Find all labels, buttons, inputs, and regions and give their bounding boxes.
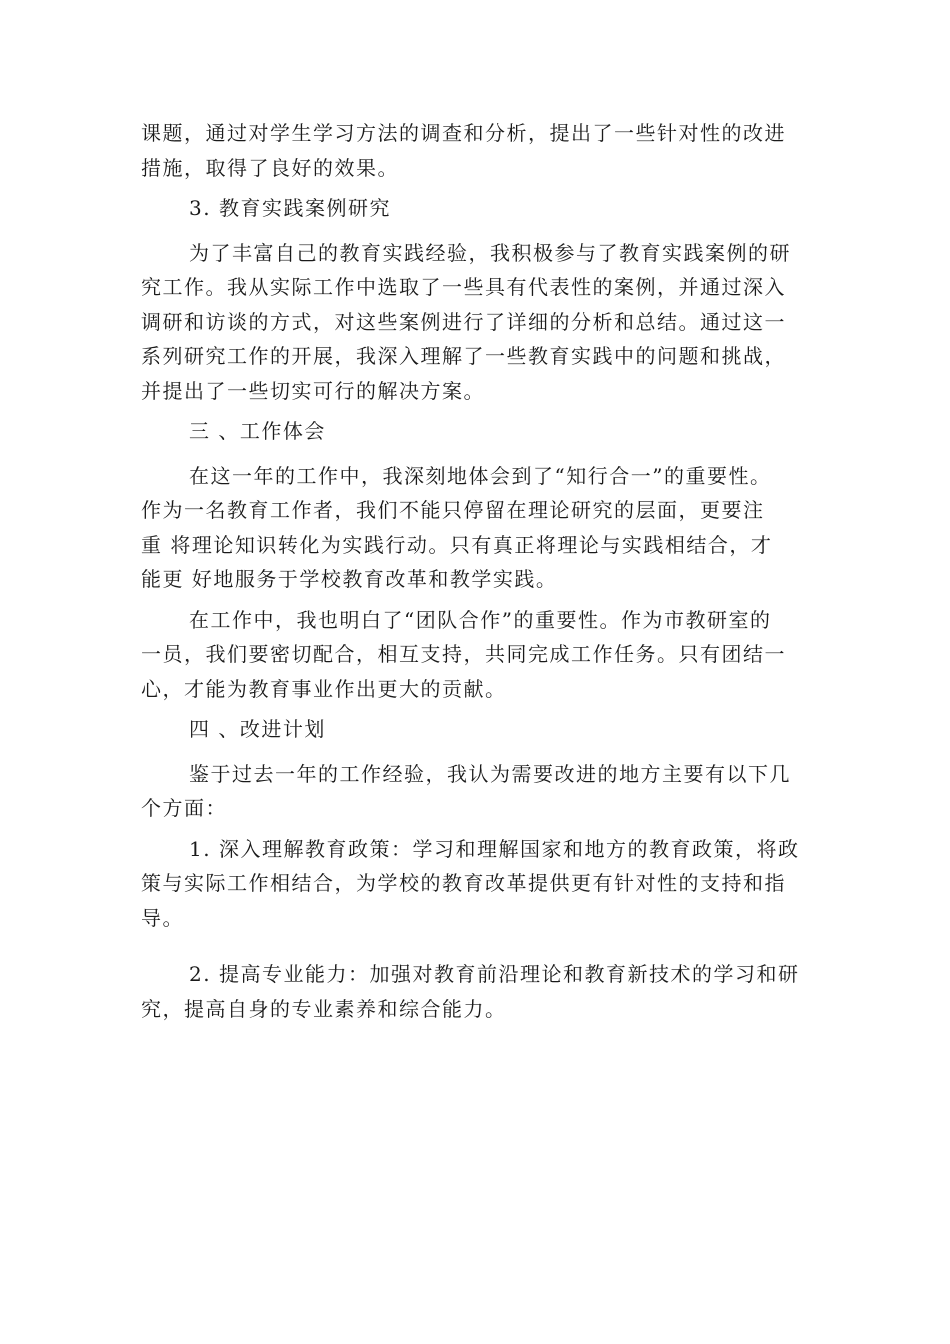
heading-improvement-plan [141, 712, 811, 747]
text-line: 重 将理论知识转化为实践行动。只有真正将理论与实践相结合，才 [141, 532, 773, 557]
text-line: 能更 好地服务于学校教育改革和教学实践。 [141, 567, 558, 591]
text-line: 究工作。我从实际工作中选取了一些具有代表性的案例，并通过深入 [141, 275, 786, 299]
paragraph-teamwork [141, 603, 811, 707]
paragraph-case-study [141, 236, 811, 409]
text-line: 导。 [141, 905, 184, 930]
text-line: 一员，我们要密切配合，相互支持，共同完成工作任务。只有团结一 [141, 642, 786, 666]
text-line: 个方面： [141, 796, 227, 820]
heading-work-experience [141, 414, 811, 449]
list-item-professional [141, 957, 811, 1026]
text-line: 在这一年的工作中，我深刻地体会到了“知行合一”的重要性。 [189, 463, 772, 488]
text-line: 策与实际工作相结合，为学校的教育改革提供更有针对性的支持和指 [141, 871, 786, 895]
paragraph-survey-result [141, 116, 811, 185]
text-line: 作为一名教育工作者，我们不能只停留在理论研究的层面，更要注 [141, 498, 765, 522]
text-line: 为了丰富自己的教育实践经验，我积极参与了教育实践案例的研 [189, 240, 791, 265]
paragraph-knowledge-action [141, 459, 811, 597]
text-line: 调研和访谈的方式，对这些案例进行了详细的分析和总结。通过这一 [141, 309, 786, 334]
heading-text: 四 、改进计划 [189, 717, 326, 741]
heading-case-study [141, 191, 811, 226]
text-line: 在工作中，我也明白了“团队合作”的重要性。作为市教研室的 [189, 607, 772, 632]
text-line: 并提出了一些切实可行的解决方案。 [141, 378, 485, 403]
text-line: 课题，通过对学生学习方法的调查和分析，提出了一些针对性的改进 [141, 121, 786, 145]
document-body [141, 116, 811, 1026]
list-item-policy [141, 832, 811, 936]
text-line: 1. 深入理解教育政策：学习和理解国家和地方的教育政策，将政 [189, 836, 800, 861]
text-line: 2. 提高专业能力：加强对教育前沿理论和教育新技术的学习和研 [189, 962, 800, 986]
paragraph-improvement-intro [141, 757, 811, 826]
text-line: 措施，取得了良好的效果。 [141, 155, 399, 180]
text-line: 鉴于过去一年的工作经验，我认为需要改进的地方主要有以下几 [189, 761, 791, 786]
heading-text: 三 、工作体会 [189, 419, 326, 443]
text-line: 究，提高自身的专业素养和综合能力。 [141, 996, 507, 1021]
text-line: 系列研究工作的开展，我深入理解了一些教育实践中的问题和挑战， [141, 344, 786, 368]
text-line: 心，才能为教育事业作出更大的贡献。 [141, 676, 507, 701]
heading-text: 3. 教育实践案例研究 [189, 196, 391, 220]
